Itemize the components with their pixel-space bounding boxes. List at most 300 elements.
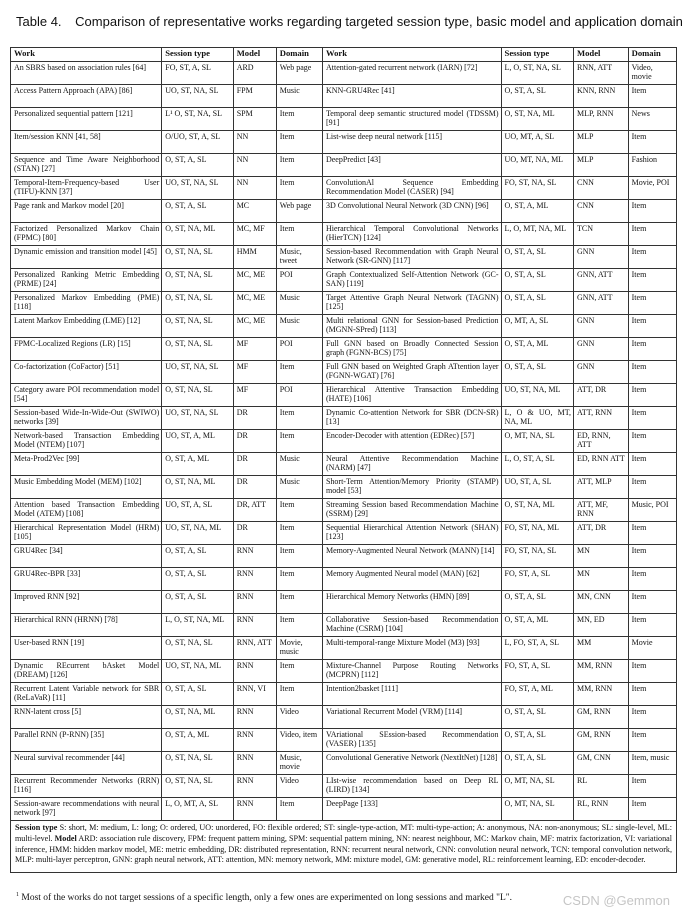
session-type-cell: FO, ST, NA, SL: [501, 545, 573, 568]
session-type-cell: FO, ST, NA, SL: [501, 177, 573, 200]
model-cell: ATT, DR: [574, 522, 629, 545]
session-type-cell: O, ST, A, SL: [162, 683, 233, 706]
model-cell: RNN: [233, 798, 276, 821]
session-type-cell: O, MT, NA, SL: [501, 775, 573, 798]
domain-cell: Movie, music: [276, 637, 322, 660]
table-row: [11, 338, 677, 361]
model-cell: RNN: [233, 545, 276, 568]
model-cell: MM, RNN: [574, 683, 629, 706]
table-body: [11, 62, 677, 821]
table-label: Table 4.: [16, 14, 62, 29]
domain-cell: Item: [628, 729, 676, 752]
work-cell: Temporal deep semantic structured model (TDSSM) [91]: [322, 108, 501, 131]
session-type-cell: O, ST, A, SL: [501, 706, 573, 729]
footnote-text: Most of the works do not target sessions of a specific length, only a few ones are experimented on long sessions and marked "L".: [21, 893, 513, 904]
domain-cell: Item: [628, 476, 676, 499]
session-type-cell: UO, ST, NA, ML: [162, 660, 233, 683]
domain-cell: Item: [628, 522, 676, 545]
table-row: [11, 798, 677, 821]
session-type-cell: UO, ST, A, SL: [162, 499, 233, 522]
work-cell: Memory Augmented Neural model (MAN) [62]: [322, 568, 501, 591]
domain-cell: Movie, POI: [628, 177, 676, 200]
work-cell: FPMC-Localized Regions (LR) [15]: [11, 338, 162, 361]
work-cell: Neural Attentive Recommendation Machine (NARM) [47]: [322, 453, 501, 476]
work-cell: Full GNN based on Broadly Connected Session graph (FGNN-BCS) [75]: [322, 338, 501, 361]
session-type-cell: O, ST, NA, ML: [501, 108, 573, 131]
work-cell: Recurrent Latent Variable network for SBR (ReLaVaR) [11]: [11, 683, 162, 706]
domain-cell: Item: [276, 430, 322, 453]
model-cell: MF: [233, 361, 276, 384]
work-cell: Neural survival recommender [44]: [11, 752, 162, 775]
domain-cell: Item: [628, 200, 676, 223]
domain-cell: Item: [628, 775, 676, 798]
model-cell: GNN, ATT: [574, 269, 629, 292]
session-type-cell: O, ST, A, SL: [162, 154, 233, 177]
domain-cell: Item, music: [628, 752, 676, 775]
table-row: [11, 223, 677, 246]
domain-cell: Item: [276, 131, 322, 154]
session-type-cell: UO, ST, NA, SL: [162, 407, 233, 430]
legend-model-title: Model: [54, 833, 77, 843]
work-cell: DeepPage [133]: [322, 798, 501, 821]
model-cell: HMM: [233, 246, 276, 269]
domain-cell: POI: [276, 338, 322, 361]
table-title: Comparison of representative works regarding targeted session type, basic model and application domain: [75, 14, 683, 29]
work-cell: Temporal-Item-Frequency-based User (TIFU)-KNN [37]: [11, 177, 162, 200]
table-row: [11, 729, 677, 752]
domain-cell: Video: [276, 706, 322, 729]
work-cell: Improved RNN [92]: [11, 591, 162, 614]
model-cell: RNN: [233, 591, 276, 614]
model-cell: NN: [233, 131, 276, 154]
work-cell: GRU4Rec-BPR [33]: [11, 568, 162, 591]
work-cell: Multi relational GNN for Session-based Prediction (MGNN-SPred) [113]: [322, 315, 501, 338]
model-cell: TCN: [574, 223, 629, 246]
session-type-cell: O, ST, A, SL: [162, 200, 233, 223]
column-header: Session type: [162, 48, 233, 62]
session-type-cell: L, O, MT, A, SL: [162, 798, 233, 821]
session-type-cell: FO, ST, A, SL: [501, 568, 573, 591]
session-type-cell: UO, ST, A, SL: [501, 476, 573, 499]
work-cell: An SBRS based on association rules [64]: [11, 62, 162, 85]
domain-cell: Item: [276, 361, 322, 384]
work-cell: Page rank and Markov model [20]: [11, 200, 162, 223]
column-header: Model: [233, 48, 276, 62]
work-cell: Attention-gated recurrent network (IARN) [72]: [322, 62, 501, 85]
table-row: [11, 476, 677, 499]
domain-cell: Item: [628, 223, 676, 246]
model-cell: MLP, RNN: [574, 108, 629, 131]
table-row: [11, 568, 677, 591]
model-cell: GM, RNN: [574, 706, 629, 729]
work-cell: User-based RNN [19]: [11, 637, 162, 660]
model-cell: DR: [233, 430, 276, 453]
model-cell: DR: [233, 453, 276, 476]
model-cell: RL, RNN: [574, 798, 629, 821]
model-cell: ARD: [233, 62, 276, 85]
model-cell: CNN: [574, 200, 629, 223]
domain-cell: Item: [628, 568, 676, 591]
session-type-cell: UO, ST, NA, SL: [162, 177, 233, 200]
work-cell: Memory-Augmented Neural Network (MANN) [14]: [322, 545, 501, 568]
domain-cell: Item: [628, 660, 676, 683]
work-cell: VAriational SEssion-based Recommendation (VASER) [135]: [322, 729, 501, 752]
model-cell: CNN: [574, 177, 629, 200]
work-cell: Dynamic emission and transition model [45]: [11, 246, 162, 269]
work-cell: KNN-GRU4Rec [41]: [322, 85, 501, 108]
domain-cell: Item: [628, 614, 676, 637]
table-row: [11, 384, 677, 407]
domain-cell: POI: [276, 269, 322, 292]
domain-cell: Item: [628, 798, 676, 821]
session-type-cell: O, ST, NA, SL: [162, 269, 233, 292]
session-type-cell: O, ST, NA, ML: [501, 499, 573, 522]
model-cell: MC, MF: [233, 223, 276, 246]
session-type-cell: UO, ST, NA, ML: [162, 522, 233, 545]
model-cell: MN, CNN: [574, 591, 629, 614]
domain-cell: Item: [276, 154, 322, 177]
table-row: [11, 361, 677, 384]
session-type-cell: O, ST, NA, ML: [162, 223, 233, 246]
model-cell: FPM: [233, 85, 276, 108]
session-type-cell: O, ST, A, SL: [501, 752, 573, 775]
work-cell: RNN-latent cross [5]: [11, 706, 162, 729]
domain-cell: Item: [276, 591, 322, 614]
column-header: Domain: [276, 48, 322, 62]
work-cell: Hierarchical Representation Model (HRM) [105]: [11, 522, 162, 545]
legend-session-title: Session type: [15, 823, 58, 832]
session-type-cell: L, O, ST, NA, ML: [162, 614, 233, 637]
work-cell: Session-based Wide-In-Wide-Out (SWIWO) networks [39]: [11, 407, 162, 430]
column-header: Work: [11, 48, 162, 62]
model-cell: RNN: [233, 752, 276, 775]
domain-cell: Music: [276, 476, 322, 499]
work-cell: Attention based Transaction Embedding Model (ATEM) [108]: [11, 499, 162, 522]
table-row: [11, 499, 677, 522]
model-cell: MM, RNN: [574, 660, 629, 683]
model-cell: GNN, ATT: [574, 292, 629, 315]
work-cell: DeepPredict [43]: [322, 154, 501, 177]
domain-cell: Item: [628, 384, 676, 407]
table-row: [11, 591, 677, 614]
session-type-cell: O, ST, A, SL: [162, 591, 233, 614]
work-cell: 3D Convolutional Neural Network (3D CNN) [96]: [322, 200, 501, 223]
session-type-cell: UO, ST, NA, SL: [162, 85, 233, 108]
model-cell: ATT, DR: [574, 384, 629, 407]
table-row: [11, 177, 677, 200]
session-type-cell: O, ST, A, SL: [162, 545, 233, 568]
domain-cell: Video, item: [276, 729, 322, 752]
domain-cell: Item: [628, 269, 676, 292]
model-cell: MLP: [574, 131, 629, 154]
domain-cell: Item: [628, 430, 676, 453]
model-cell: RNN, VI: [233, 683, 276, 706]
work-cell: GRU4Rec [34]: [11, 545, 162, 568]
model-cell: DR: [233, 407, 276, 430]
legend-session-text: S: short, M: medium, L: long; O: ordered, UO: unordered, FO: flexible ordered; ST: single-type-action, MT: multi-type-action; A: anonymous, NA: non-anonymous; SL: single-level, ML: multi-level.: [15, 823, 672, 843]
domain-cell: POI: [276, 384, 322, 407]
work-cell: Collaborative Session-based Recommendation Machine (CSRM) [104]: [322, 614, 501, 637]
model-cell: MF: [233, 338, 276, 361]
table-row: [11, 660, 677, 683]
domain-cell: Item: [628, 338, 676, 361]
domain-cell: Item: [276, 614, 322, 637]
model-cell: DR: [233, 476, 276, 499]
table-row: [11, 154, 677, 177]
work-cell: Hierarchical RNN (HRNN) [78]: [11, 614, 162, 637]
work-cell: Personalized sequential pattern [121]: [11, 108, 162, 131]
session-type-cell: O, ST, A, ML: [162, 453, 233, 476]
comparison-table: [10, 47, 677, 873]
domain-cell: Item: [628, 683, 676, 706]
domain-cell: Item: [628, 85, 676, 108]
domain-cell: Movie: [628, 637, 676, 660]
model-cell: NN: [233, 177, 276, 200]
work-cell: ConvolutionAl Sequence Embedding Recommendation Model (CASER) [94]: [322, 177, 501, 200]
domain-cell: Item: [628, 545, 676, 568]
session-type-cell: FO, ST, A, SL: [162, 62, 233, 85]
model-cell: GM, CNN: [574, 752, 629, 775]
work-cell: Access Pattern Approach (APA) [86]: [11, 85, 162, 108]
work-cell: Factorized Personalized Markov Chain (FPMC) [80]: [11, 223, 162, 246]
domain-cell: Item: [276, 407, 322, 430]
table-row: [11, 545, 677, 568]
legend-row: [11, 821, 677, 873]
session-type-cell: O, ST, NA, SL: [162, 338, 233, 361]
session-type-cell: L, O & UO, MT, NA, ML: [501, 407, 573, 430]
table-row: [11, 108, 677, 131]
session-type-cell: O, ST, A, ML: [501, 200, 573, 223]
model-cell: ATT, MF, RNN: [574, 499, 629, 522]
model-cell: DR, ATT: [233, 499, 276, 522]
session-type-cell: L, O, MT, NA, ML: [501, 223, 573, 246]
work-cell: Encoder-Decoder with attention (EDRec) [57]: [322, 430, 501, 453]
domain-cell: Item: [276, 499, 322, 522]
session-type-cell: O, ST, NA, SL: [162, 752, 233, 775]
domain-cell: Item: [276, 798, 322, 821]
model-cell: MLP: [574, 154, 629, 177]
model-cell: ED, RNN, ATT: [574, 430, 629, 453]
session-type-cell: UO, MT, NA, ML: [501, 154, 573, 177]
table-row: [11, 453, 677, 476]
session-type-cell: O, ST, NA, SL: [162, 315, 233, 338]
domain-cell: Music: [276, 85, 322, 108]
session-type-cell: O, ST, NA, SL: [162, 775, 233, 798]
domain-cell: Fashion: [628, 154, 676, 177]
work-cell: Music Embedding Model (MEM) [102]: [11, 476, 162, 499]
model-cell: RNN: [233, 775, 276, 798]
session-type-cell: O, MT, NA, SL: [501, 798, 573, 821]
session-type-cell: O, ST, A, SL: [501, 361, 573, 384]
table-row: [11, 752, 677, 775]
work-cell: Variational Recurrent Model (VRM) [114]: [322, 706, 501, 729]
model-cell: SPM: [233, 108, 276, 131]
domain-cell: Music: [276, 315, 322, 338]
table-row: [11, 407, 677, 430]
work-cell: Item/session KNN [41, 58]: [11, 131, 162, 154]
session-type-cell: O, ST, A, SL: [501, 269, 573, 292]
work-cell: LIst-wise recommendation based on Deep RL (LIRD) [134]: [322, 775, 501, 798]
work-cell: Sequential Hierarchical Attention Network (SHAN) [123]: [322, 522, 501, 545]
session-type-cell: O/UO, ST, A, SL: [162, 131, 233, 154]
work-cell: Personalized Markov Embedding (PME) [118]: [11, 292, 162, 315]
session-type-cell: O, ST, NA, SL: [162, 384, 233, 407]
table-row: [11, 200, 677, 223]
domain-cell: Item: [628, 292, 676, 315]
work-cell: Co-factorization (CoFactor) [51]: [11, 361, 162, 384]
session-type-cell: O, ST, NA, SL: [162, 637, 233, 660]
work-cell: Short-Term Attention/Memory Priority (STAMP) model [53]: [322, 476, 501, 499]
table-row: [11, 683, 677, 706]
model-cell: RNN: [233, 568, 276, 591]
work-cell: Meta-Prod2Vec [99]: [11, 453, 162, 476]
model-cell: KNN, RNN: [574, 85, 629, 108]
domain-cell: Video, movie: [628, 62, 676, 85]
table-row: [11, 62, 677, 85]
model-cell: RNN: [233, 706, 276, 729]
model-cell: MC, ME: [233, 269, 276, 292]
column-header: Model: [574, 48, 629, 62]
session-type-cell: O, ST, A, SL: [501, 246, 573, 269]
model-cell: GNN: [574, 315, 629, 338]
table-row: [11, 269, 677, 292]
domain-cell: Web page: [276, 62, 322, 85]
session-type-cell: L, O, ST, A, SL: [501, 453, 573, 476]
domain-cell: Item: [628, 361, 676, 384]
work-cell: Mixture-Channel Purpose Routing Networks (MCPRN) [112]: [322, 660, 501, 683]
work-cell: Dynamic REcurrent bAsket Model (DREAM) [126]: [11, 660, 162, 683]
model-cell: RNN: [233, 614, 276, 637]
session-type-cell: L, O, ST, NA, SL: [501, 62, 573, 85]
table-row: [11, 522, 677, 545]
watermark: CSDN @Gemmon: [562, 893, 670, 908]
domain-cell: Item: [276, 108, 322, 131]
column-header: Work: [322, 48, 501, 62]
session-type-cell: UO, ST, NA, ML: [501, 384, 573, 407]
work-cell: Full GNN based on Weighted Graph ATtention layer (FGNN-WGAT) [76]: [322, 361, 501, 384]
model-cell: MC: [233, 200, 276, 223]
domain-cell: Item: [628, 706, 676, 729]
domain-cell: Item: [628, 453, 676, 476]
table-row: [11, 637, 677, 660]
work-cell: Graph Contextualized Self-Attention Network (GC-SAN) [119]: [322, 269, 501, 292]
model-cell: RNN: [233, 660, 276, 683]
domain-cell: Item: [628, 131, 676, 154]
session-type-cell: O, MT, A, SL: [501, 315, 573, 338]
model-cell: NN: [233, 154, 276, 177]
legend-model-text: ARD: association rule discovery, FPM: frequent pattern mining, SPM: sequential pattern mining, NN: nearest neighbour, MC: Markov chain, MF: matrix factorization, VI: variational inference, HMM: hidden markov model, ME: metric embedding, DR: distributed representation, RNN: recurrent neural network, CNN: convolution neural network, TCN: temporal convolution network, MLP: multi-layer perceptron, GNN: graph neural network, ATT: attention, MN: memory network, MM: mixture model, GM: generative model, RL: reinforcement learning, ED: encoder-decoder.: [15, 833, 672, 865]
legend-cell: [11, 821, 677, 873]
work-cell: Multi-temporal-range Mixture Model (M3) [93]: [322, 637, 501, 660]
model-cell: ATT, MLP: [574, 476, 629, 499]
model-cell: MN, ED: [574, 614, 629, 637]
model-cell: GNN: [574, 246, 629, 269]
model-cell: RNN, ATT: [574, 62, 629, 85]
model-cell: RNN, ATT: [233, 637, 276, 660]
model-cell: RNN: [233, 729, 276, 752]
model-cell: MC, ME: [233, 315, 276, 338]
work-cell: Sequence and Time Aware Neighborhood (STAN) [27]: [11, 154, 162, 177]
session-type-cell: O, ST, NA, ML: [162, 706, 233, 729]
table-caption: [16, 11, 683, 33]
model-cell: ED, RNN ATT: [574, 453, 629, 476]
work-cell: List-wise deep neural network [115]: [322, 131, 501, 154]
column-header: Domain: [628, 48, 676, 62]
model-cell: MC, ME: [233, 292, 276, 315]
work-cell: Session-aware recommendations with neural network [97]: [11, 798, 162, 821]
work-cell: Streaming Session based Recommendation Machine (SSRM) [29]: [322, 499, 501, 522]
table-row: [11, 315, 677, 338]
model-cell: MM: [574, 637, 629, 660]
session-type-cell: O, ST, NA, SL: [162, 246, 233, 269]
domain-cell: Music, tweet: [276, 246, 322, 269]
work-cell: Personalized Ranking Metric Embedding (PRME) [24]: [11, 269, 162, 292]
domain-cell: Item: [628, 407, 676, 430]
session-type-cell: FO, ST, NA, ML: [501, 522, 573, 545]
session-type-cell: UO, ST, NA, SL: [162, 361, 233, 384]
session-type-cell: O, ST, A, SL: [501, 85, 573, 108]
table-row: [11, 430, 677, 453]
domain-cell: Item: [276, 522, 322, 545]
session-type-cell: L, FO, ST, A, SL: [501, 637, 573, 660]
domain-cell: Item: [628, 246, 676, 269]
session-type-cell: O, ST, A, SL: [162, 568, 233, 591]
work-cell: Session-based Recommendation with Graph Neural Network (SR-GNN) [117]: [322, 246, 501, 269]
table-row: [11, 131, 677, 154]
session-type-cell: O, ST, A, SL: [501, 729, 573, 752]
domain-cell: Item: [276, 568, 322, 591]
session-type-cell: UO, MT, A, SL: [501, 131, 573, 154]
domain-cell: Item: [628, 315, 676, 338]
session-type-cell: O, ST, A, SL: [501, 292, 573, 315]
work-cell: Recurrent Recommender Networks (RRN) [116]: [11, 775, 162, 798]
domain-cell: Item: [276, 177, 322, 200]
model-cell: ATT, RNN: [574, 407, 629, 430]
session-type-cell: L¹ O, ST, NA, SL: [162, 108, 233, 131]
session-type-cell: O, ST, A, SL: [501, 591, 573, 614]
session-type-cell: O, MT, NA, SL: [501, 430, 573, 453]
footnote-marker: 1: [16, 892, 19, 898]
table-row: [11, 246, 677, 269]
domain-cell: Item: [628, 591, 676, 614]
domain-cell: Web page: [276, 200, 322, 223]
domain-cell: Music, POI: [628, 499, 676, 522]
domain-cell: Item: [276, 683, 322, 706]
header-row: [11, 48, 677, 62]
model-cell: MN: [574, 568, 629, 591]
work-cell: Hierarchical Attentive Transaction Embedding (HATE) [106]: [322, 384, 501, 407]
session-type-cell: O, ST, A, ML: [501, 614, 573, 637]
table-row: [11, 292, 677, 315]
table-row: [11, 614, 677, 637]
session-type-cell: O, ST, A, ML: [162, 729, 233, 752]
model-cell: DR: [233, 522, 276, 545]
work-cell: Parallel RNN (P-RNN) [35]: [11, 729, 162, 752]
domain-cell: Music, movie: [276, 752, 322, 775]
domain-cell: Music: [276, 292, 322, 315]
work-cell: Dynamic Co-attention Network for SBR (DCN-SR) [13]: [322, 407, 501, 430]
table-row: [11, 775, 677, 798]
work-cell: Intention2basket [111]: [322, 683, 501, 706]
table-row: [11, 706, 677, 729]
work-cell: Network-based Transaction Embedding Model (NTEM) [107]: [11, 430, 162, 453]
domain-cell: Item: [276, 660, 322, 683]
work-cell: Hierarchical Memory Networks (HMN) [89]: [322, 591, 501, 614]
work-cell: Latent Markov Embedding (LME) [12]: [11, 315, 162, 338]
work-cell: Category aware POI recommendation model [54]: [11, 384, 162, 407]
column-header: Session type: [501, 48, 573, 62]
domain-cell: News: [628, 108, 676, 131]
